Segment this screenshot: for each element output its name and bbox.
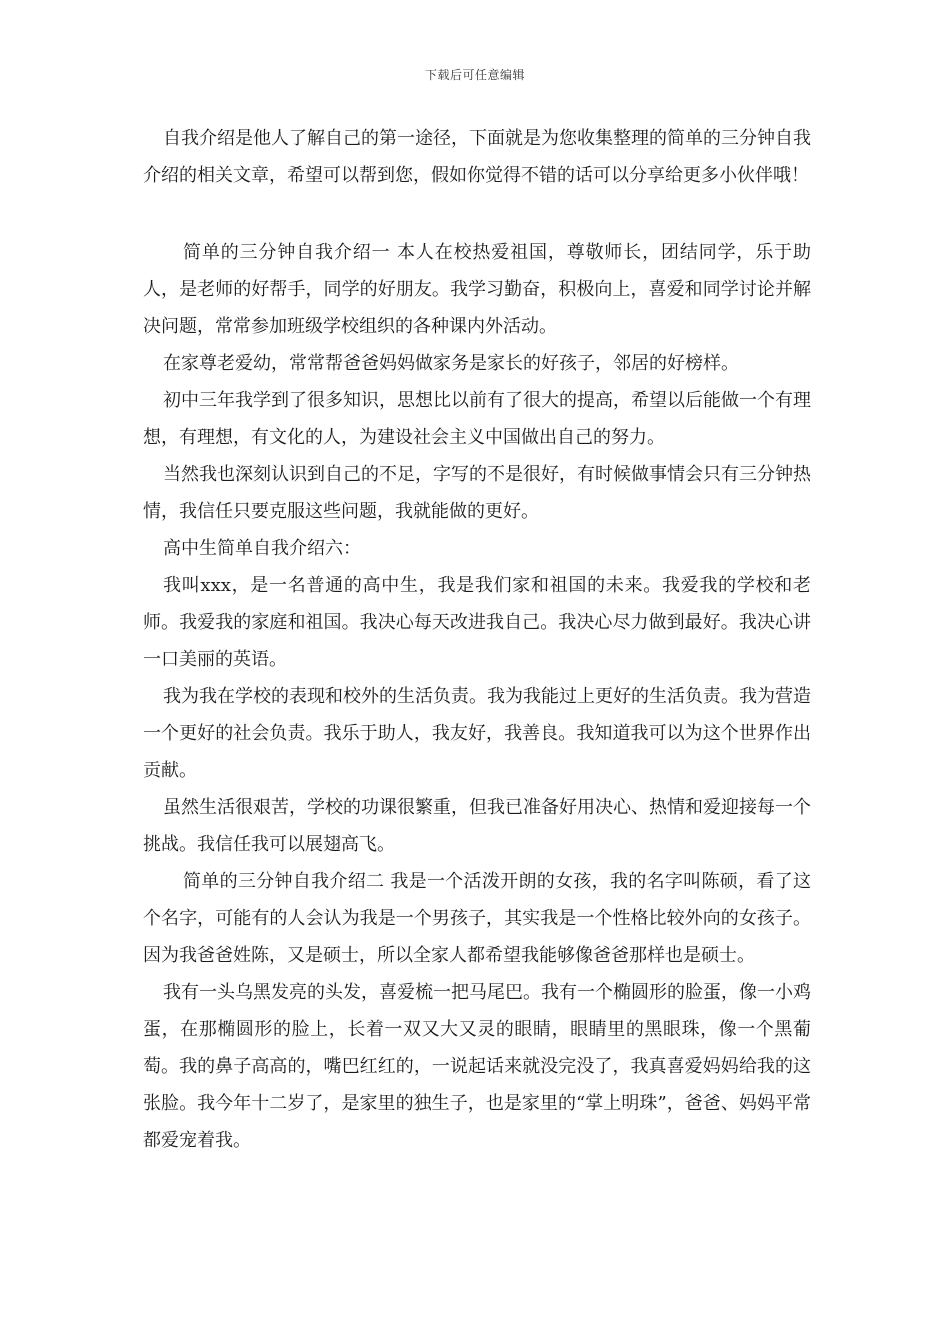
body-paragraph: 我叫xxx，是一名普通的高中生，我是我们家和祖国的未来。我爱我的学校和老师。我爱我的家庭和祖国。我决心每天改进我自己。我决心尽力做到最好。我决心讲一口美丽的英语。: [143, 575, 811, 670]
body-paragraph: 虽然生活很艰苦，学校的功课很繁重，但我已准备好用决心、热情和爱迎接每一个挑战。我信任我可以展翅高飞。: [143, 797, 811, 855]
body-paragraph: 我有一头乌黑发亮的头发，喜爱梳一把马尾巴。我有一个椭圆形的脸蛋，像一小鸡蛋，在那椭圆形的脸上，长着一双又大又灵的眼睛，眼睛里的黑眼珠，像一个黑葡萄。我的鼻子高高的，嘴巴红红的，一说起话来就没完没了，我真喜爱妈妈给我的这张脸。我今年十二岁了，是家里的独生子，也是家里的“掌上明珠”，爸爸、妈妈平常都爱宠着我。: [143, 982, 811, 1151]
body-paragraph: 初中三年我学到了很多知识，思想比以前有了很大的提高，希望以后能做一个有理想，有理想，有文化的人，为建设社会主义中国做出自己的努力。: [143, 390, 811, 448]
body-paragraph: 当然我也深刻认识到自己的不足，字写的不是很好，有时候做事情会只有三分钟热情，我信任只要克服这些问题，我就能做的更好。: [143, 464, 811, 522]
header-note: 下载后可任意编辑: [424, 68, 525, 82]
body-paragraph: 在家尊老爱幼，常常帮爸爸妈妈做家务是家长的好孩子，邻居的好榜样。: [163, 353, 739, 374]
intro-paragraph: 自我介绍是他人了解自己的第一途径，下面就是为您收集整理的简单的三分钟自我介绍的相关文章，希望可以帮到您，假如你觉得不错的话可以分享给更多小伙伴哦！: [143, 128, 811, 186]
section-one-paragraph: 简单的三分钟自我介绍一 本人在校热爱祖国，尊敬师长，团结同学，乐于助人，是老师的好帮手，同学的好朋友。我学习勤奋，积极向上，喜爱和同学讨论并解决问题，常常参加班级学校组织的各种课内外活动。: [143, 242, 811, 337]
section-two-paragraph: 简单的三分钟自我介绍二 我是一个活泼开朗的女孩，我的名字叫陈硕，看了这个名字，可能有的人会认为我是一个男孩子，其实我是一个性格比较外向的女孩子。因为我爸爸姓陈，又是硕士，所以全家人都希望我能够像爸爸那样也是硕士。: [143, 871, 811, 966]
section-heading: 高中生简单自我介绍六：: [163, 538, 361, 559]
document-body: [143, 120, 811, 1159]
body-paragraph: 我为我在学校的表现和校外的生活负责。我为我能过上更好的生活负责。我为营造一个更好的社会负责。我乐于助人，我友好，我善良。我知道我可以为这个世界作出贡献。: [143, 686, 811, 781]
